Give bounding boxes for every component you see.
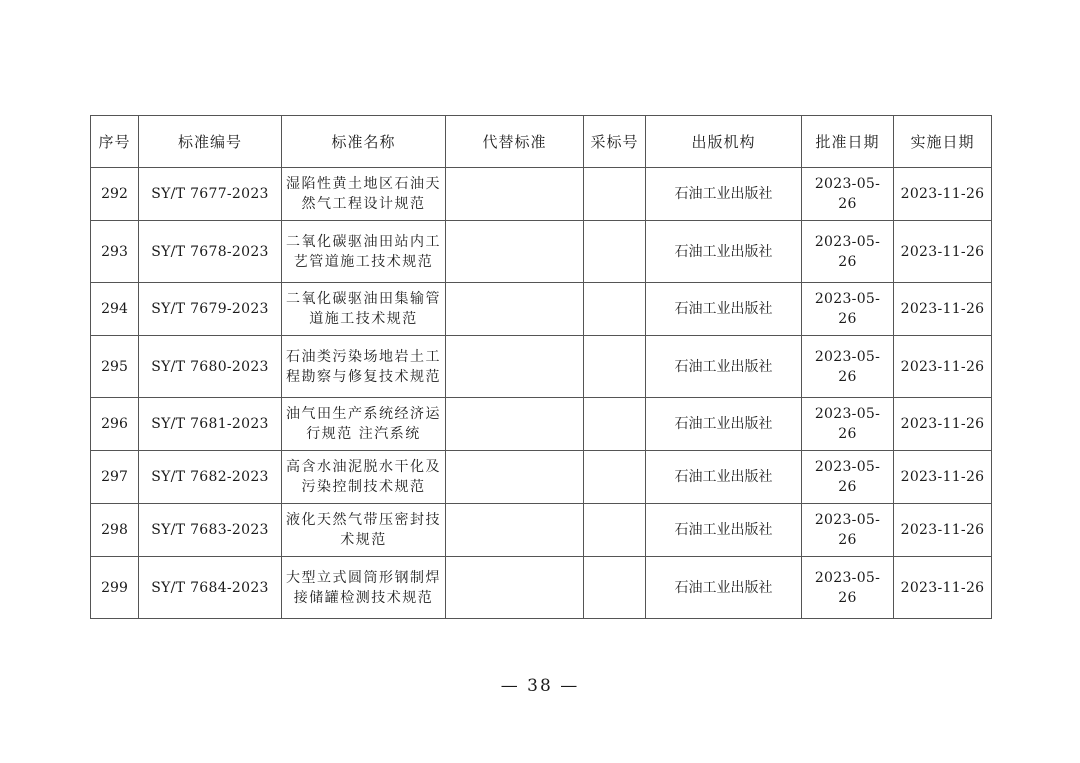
cell-adopt bbox=[584, 557, 646, 619]
cell-no: 294 bbox=[91, 283, 139, 336]
cell-no: 298 bbox=[91, 504, 139, 557]
cell-implement-date: 2023-11-26 bbox=[894, 336, 992, 398]
standards-table bbox=[90, 115, 992, 619]
cell-adopt bbox=[584, 336, 646, 398]
cell-no: 297 bbox=[91, 451, 139, 504]
cell-approve-date: 2023-05-26 bbox=[802, 398, 894, 451]
cell-replace bbox=[446, 221, 584, 283]
table-row bbox=[91, 557, 992, 619]
header-implement-date: 实施日期 bbox=[894, 116, 992, 168]
cell-approve-date: 2023-05-26 bbox=[802, 283, 894, 336]
cell-name: 大型立式圆筒形钢制焊接储罐检测技术规范 bbox=[282, 557, 446, 619]
cell-adopt bbox=[584, 283, 646, 336]
table-row bbox=[91, 451, 992, 504]
cell-implement-date: 2023-11-26 bbox=[894, 168, 992, 221]
cell-replace bbox=[446, 504, 584, 557]
cell-publisher: 石油工业出版社 bbox=[646, 398, 802, 451]
cell-approve-date: 2023-05-26 bbox=[802, 168, 894, 221]
cell-code: SY/T 7677-2023 bbox=[139, 168, 282, 221]
cell-replace bbox=[446, 168, 584, 221]
cell-approve-date: 2023-05-26 bbox=[802, 221, 894, 283]
cell-implement-date: 2023-11-26 bbox=[894, 451, 992, 504]
cell-adopt bbox=[584, 168, 646, 221]
cell-publisher: 石油工业出版社 bbox=[646, 168, 802, 221]
cell-implement-date: 2023-11-26 bbox=[894, 283, 992, 336]
cell-implement-date: 2023-11-26 bbox=[894, 504, 992, 557]
page-number: — 38 — bbox=[500, 676, 580, 696]
cell-approve-date: 2023-05-26 bbox=[802, 336, 894, 398]
cell-adopt bbox=[584, 221, 646, 283]
cell-approve-date: 2023-05-26 bbox=[802, 504, 894, 557]
cell-code: SY/T 7681-2023 bbox=[139, 398, 282, 451]
header-publisher: 出版机构 bbox=[646, 116, 802, 168]
cell-approve-date: 2023-05-26 bbox=[802, 451, 894, 504]
cell-replace bbox=[446, 557, 584, 619]
table-row bbox=[91, 398, 992, 451]
cell-code: SY/T 7683-2023 bbox=[139, 504, 282, 557]
cell-no: 299 bbox=[91, 557, 139, 619]
cell-implement-date: 2023-11-26 bbox=[894, 557, 992, 619]
table-row bbox=[91, 168, 992, 221]
cell-publisher: 石油工业出版社 bbox=[646, 451, 802, 504]
cell-name: 石油类污染场地岩土工程勘察与修复技术规范 bbox=[282, 336, 446, 398]
table-header-row bbox=[91, 116, 992, 168]
cell-no: 293 bbox=[91, 221, 139, 283]
cell-name: 湿陷性黄土地区石油天然气工程设计规范 bbox=[282, 168, 446, 221]
cell-implement-date: 2023-11-26 bbox=[894, 398, 992, 451]
header-no: 序号 bbox=[91, 116, 139, 168]
cell-name: 二氧化碳驱油田站内工艺管道施工技术规范 bbox=[282, 221, 446, 283]
cell-name: 二氧化碳驱油田集输管道施工技术规范 bbox=[282, 283, 446, 336]
header-code: 标准编号 bbox=[139, 116, 282, 168]
table-row bbox=[91, 221, 992, 283]
cell-adopt bbox=[584, 451, 646, 504]
header-approve-date: 批准日期 bbox=[802, 116, 894, 168]
cell-adopt bbox=[584, 504, 646, 557]
table-row bbox=[91, 504, 992, 557]
cell-code: SY/T 7678-2023 bbox=[139, 221, 282, 283]
cell-code: SY/T 7682-2023 bbox=[139, 451, 282, 504]
cell-name: 油气田生产系统经济运行规范 注汽系统 bbox=[282, 398, 446, 451]
header-replace: 代替标准 bbox=[446, 116, 584, 168]
cell-code: SY/T 7684-2023 bbox=[139, 557, 282, 619]
cell-no: 295 bbox=[91, 336, 139, 398]
table-row bbox=[91, 283, 992, 336]
cell-publisher: 石油工业出版社 bbox=[646, 504, 802, 557]
cell-replace bbox=[446, 451, 584, 504]
cell-replace bbox=[446, 336, 584, 398]
header-name: 标准名称 bbox=[282, 116, 446, 168]
cell-publisher: 石油工业出版社 bbox=[646, 221, 802, 283]
cell-no: 292 bbox=[91, 168, 139, 221]
cell-replace bbox=[446, 283, 584, 336]
cell-code: SY/T 7680-2023 bbox=[139, 336, 282, 398]
cell-publisher: 石油工业出版社 bbox=[646, 283, 802, 336]
table-row bbox=[91, 336, 992, 398]
cell-code: SY/T 7679-2023 bbox=[139, 283, 282, 336]
cell-publisher: 石油工业出版社 bbox=[646, 336, 802, 398]
cell-name: 高含水油泥脱水干化及污染控制技术规范 bbox=[282, 451, 446, 504]
cell-approve-date: 2023-05-26 bbox=[802, 557, 894, 619]
cell-implement-date: 2023-11-26 bbox=[894, 221, 992, 283]
cell-publisher: 石油工业出版社 bbox=[646, 557, 802, 619]
cell-adopt bbox=[584, 398, 646, 451]
cell-name: 液化天然气带压密封技术规范 bbox=[282, 504, 446, 557]
cell-replace bbox=[446, 398, 584, 451]
cell-no: 296 bbox=[91, 398, 139, 451]
header-adopt: 采标号 bbox=[584, 116, 646, 168]
